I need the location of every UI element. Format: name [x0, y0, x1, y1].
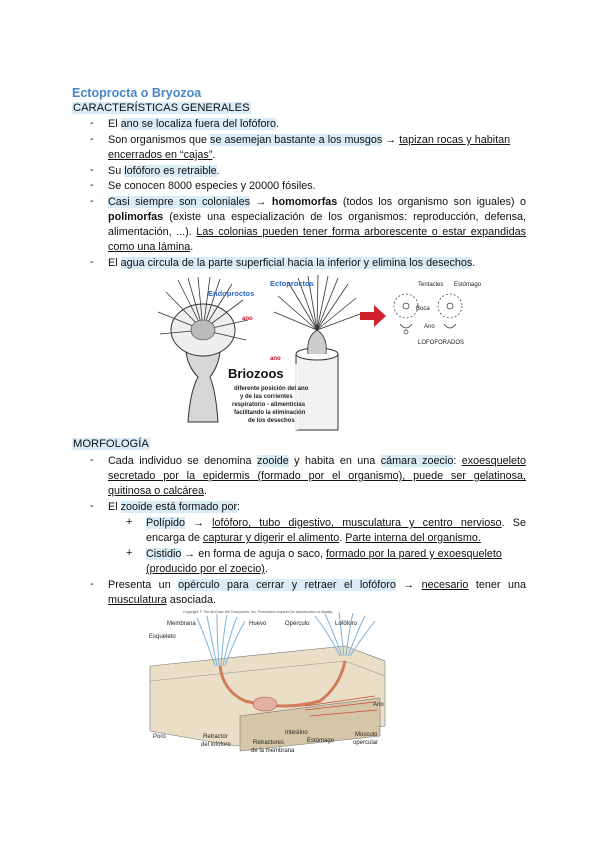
morph-cistidio-l2: (producido por el zoecio). [146, 563, 268, 575]
bullet-dash: - [90, 117, 94, 129]
bullet-dash: - [90, 133, 94, 145]
morph-zooid-l1: Cada individuo se denomina zooide y habita en una cámara zoecio: exoesqueleto [108, 455, 526, 467]
label-intestino: Intestino [285, 730, 308, 736]
morph-zooid-l2: secretado por la epidermis (formado por el organismo), puede ser gelatinosa, [108, 470, 526, 482]
section-heading-morphology: MORFOLOGÍA [73, 438, 149, 450]
label-membrana: Membrana [167, 621, 196, 627]
label-ano-right: ano [270, 356, 281, 362]
caption-line-2: y de las corrientes [240, 394, 293, 400]
label-retractores-1: Retractores [253, 740, 285, 746]
label-retractor-1: Retractor [203, 734, 228, 740]
copyright-notice: Copyright © The McGraw-Hill Companies, Inc. Permission required for reproduction or display. [183, 610, 333, 614]
bullet-anus: El ano se localiza fuera del lofóforo. [108, 118, 280, 130]
bullet-dash: - [90, 454, 94, 466]
section-heading-general: CARACTERÍSTICAS GENERALES [73, 102, 250, 114]
label-ano: Ano [373, 702, 384, 708]
label-briozoos: Briozoos [228, 366, 284, 381]
label-tentacles: Tentacles [418, 282, 444, 288]
caption-line-3: respiratorio - alimenticias [232, 402, 306, 408]
label-ano-left: ano [242, 316, 253, 322]
morph-polipido-l2: encarga de capturar y digerir el alimento. Parte interna del organismo. [146, 532, 481, 544]
morph-polipido-l1: Polípido → lofóforo, tubo digestivo, musculatura y centro nervioso. Se [146, 517, 526, 529]
bullet-colonial-l4: como una lámina. [108, 241, 194, 253]
label-retractor-2: del lofóforo [201, 742, 231, 748]
bullet-plus: + [126, 516, 133, 528]
bullet-retractable: Su lofóforo es retraible. [108, 165, 220, 177]
red-arrow-icon [360, 305, 386, 327]
bullet-dash: - [90, 578, 94, 590]
caption-line-1: diferente posición del ano [234, 386, 309, 392]
label-ano-lophophorate: Ano [424, 324, 435, 330]
label-estomago-fig2: Estómago [307, 738, 335, 744]
bryozoa-comparison-figure [148, 272, 488, 432]
caption-line-4: facilitando la eliminación [234, 410, 306, 416]
bullet-species: Se conocen 8000 especies y 20000 fósiles. [108, 180, 316, 192]
label-endoproctos: Endoproctos [208, 289, 255, 298]
bullet-colonial-l2: polimorfas (existe una especialización de los organismos: reproducción, defensa, [108, 211, 526, 223]
label-esqueleto: Esqueleto [149, 634, 176, 640]
bullet-colonial-l1: Casi siempre son coloniales → homomorfas (todos los organismo son iguales) o [108, 196, 526, 208]
label-boca: Boca [416, 306, 430, 312]
label-operculo: Opérculo [285, 621, 310, 627]
morph-operculum-l2: musculatura asociada. [108, 594, 217, 606]
label-poro: Poro [153, 734, 166, 740]
bullet-moss-cont: encerrados en “cajas”. [108, 149, 216, 161]
bullet-colonial-l3: alimentación, ...). Las colonias pueden tener forma arborescente o estar expandidas [108, 226, 526, 238]
label-estomago: Estómago [454, 282, 482, 288]
bullet-dash: - [90, 179, 94, 191]
bullet-water: El agua circula de la parte superficial hacia la inferior y elimina los desechos. [108, 257, 476, 269]
label-musculo-1: Músculo [355, 732, 378, 738]
label-ectoproctos: Ectoproctos [270, 279, 314, 288]
label-lofoforo: Lofóforo [335, 621, 358, 627]
document-title: Ectoprocta o Bryozoa [72, 86, 202, 100]
morph-formed-by: El zooide está formado por: [108, 501, 241, 513]
caption-line-5: de los desechos [248, 418, 295, 424]
label-musculo-2: opercular [353, 740, 379, 746]
bullet-dash: - [90, 164, 94, 176]
bullet-dash: - [90, 500, 94, 512]
label-retractores-2: de la membrana [251, 748, 295, 754]
bryozoa-anatomy-figure [145, 606, 390, 756]
morph-zooid-l3: quitinosa o calcárea. [108, 485, 208, 497]
bullet-plus: + [126, 547, 133, 559]
morph-operculum-l1: Presenta un opérculo para cerrar y retraer el lofóforo → necesario tener una [108, 579, 526, 591]
label-lofoforados: LOFOFORADOS [418, 340, 465, 346]
bullet-dash: - [90, 195, 94, 207]
bullet-dash: - [90, 256, 94, 268]
morph-cistidio-l1: Cistidio → en forma de aguja o saco, formado por la pared y exoesqueleto [146, 548, 502, 560]
bullet-moss: Son organismos que se asemejan bastante a los musgos → tapizan rocas y habitan [108, 134, 511, 146]
label-huevo: Huevo [249, 621, 267, 627]
